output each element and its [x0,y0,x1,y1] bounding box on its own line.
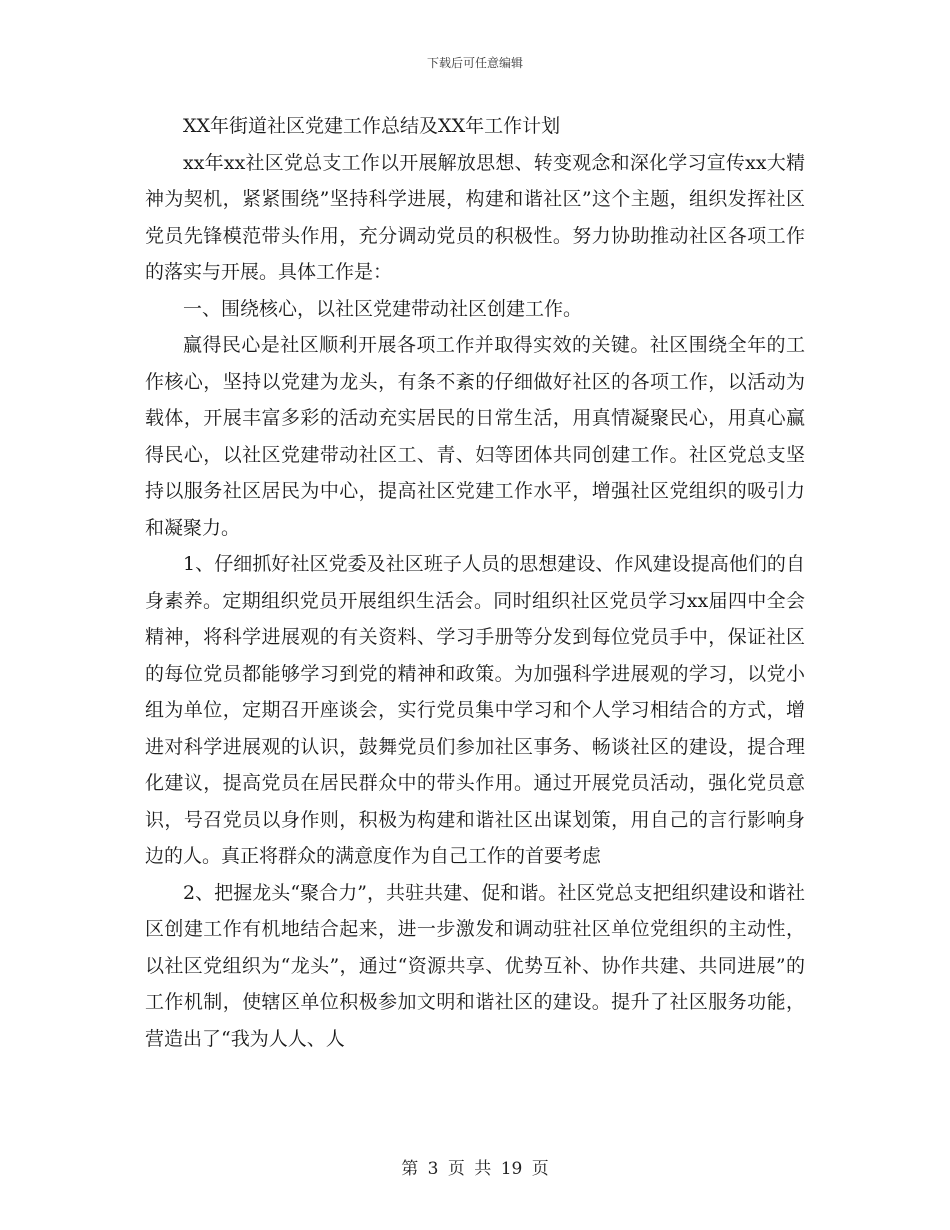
document-body [145,108,805,1057]
page-header-note: 下载后可任意编辑 [426,56,523,70]
paragraph-item-1: 1、仔细抓好社区党委及社区班子人员的思想建设、作风建设提高他们的自身素养。定期组织党员开展组织生活会。同时组织社区党员学习xx届四中全会精神，将科学进展观的有关资料、学习手册等分发到每位党员手中，保证社区的每位党员都能够学习到党的精神和政策。为加强科学进展观的学习，以党小组为单位，定期召开座谈会，实行党员集中学习和个人学习相结合的方式，增进对科学进展观的认识，鼓舞党员们参加社区事务、畅谈社区的建设，提合理化建议，提高党员在居民群众中的带头作用。通过开展党员活动，强化党员意识，号召党员以身作则，积极为构建和谐社区出谋划策，用自己的言行影响身边的人。真正将群众的满意度作为自己工作的首要考虑 [145,553,805,867]
paragraph-intro: xx年xx社区党总支工作以开展解放思想、转变观念和深化学习宣传xx大精神为契机，紧紧围绕”坚持科学进展，构建和谐社区”这个主题，组织发挥社区党员先锋模范带头作用，充分调动党员的积极性。努力协助推动社区各项工作的落实与开展。具体工作是： [145,151,805,283]
page-footer-number: 第 3 页 共 19 页 [401,1159,549,1179]
section-heading-1: 一、围绕核心，以社区党建带动社区创建工作。 [183,297,583,320]
paragraph-item-2: 2、把握龙头“聚合力”，共驻共建、促和谐。社区党总支把组织建设和谐社区创建工作有机地结合起来，进一步激发和调动驻社区单位党组织的主动性，以社区党组织为“龙头”，通过“资源共享、优势互补、协作共建、共同进展”的工作机制，使辖区单位积极参加文明和谐社区的建设。提升了社区服务功能，营造出了“我为人人、人 [145,881,805,1050]
document-title: XX年街道社区党建工作总结及XX年工作计划 [183,115,561,137]
paragraph-section-1: 赢得民心是社区顺利开展各项工作并取得实效的关键。社区围绕全年的工作核心，坚持以党建为龙头，有条不紊的仔细做好社区的各项工作，以活动为载体，开展丰富多彩的活动充实居民的日常生活，用真情凝聚民心，用真心赢得民心，以社区党建带动社区工、青、妇等团体共同创建工作。社区党总支坚持以服务社区居民为中心，提高社区党建工作水平，增强社区党组织的吸引力和凝聚力。 [145,334,805,539]
